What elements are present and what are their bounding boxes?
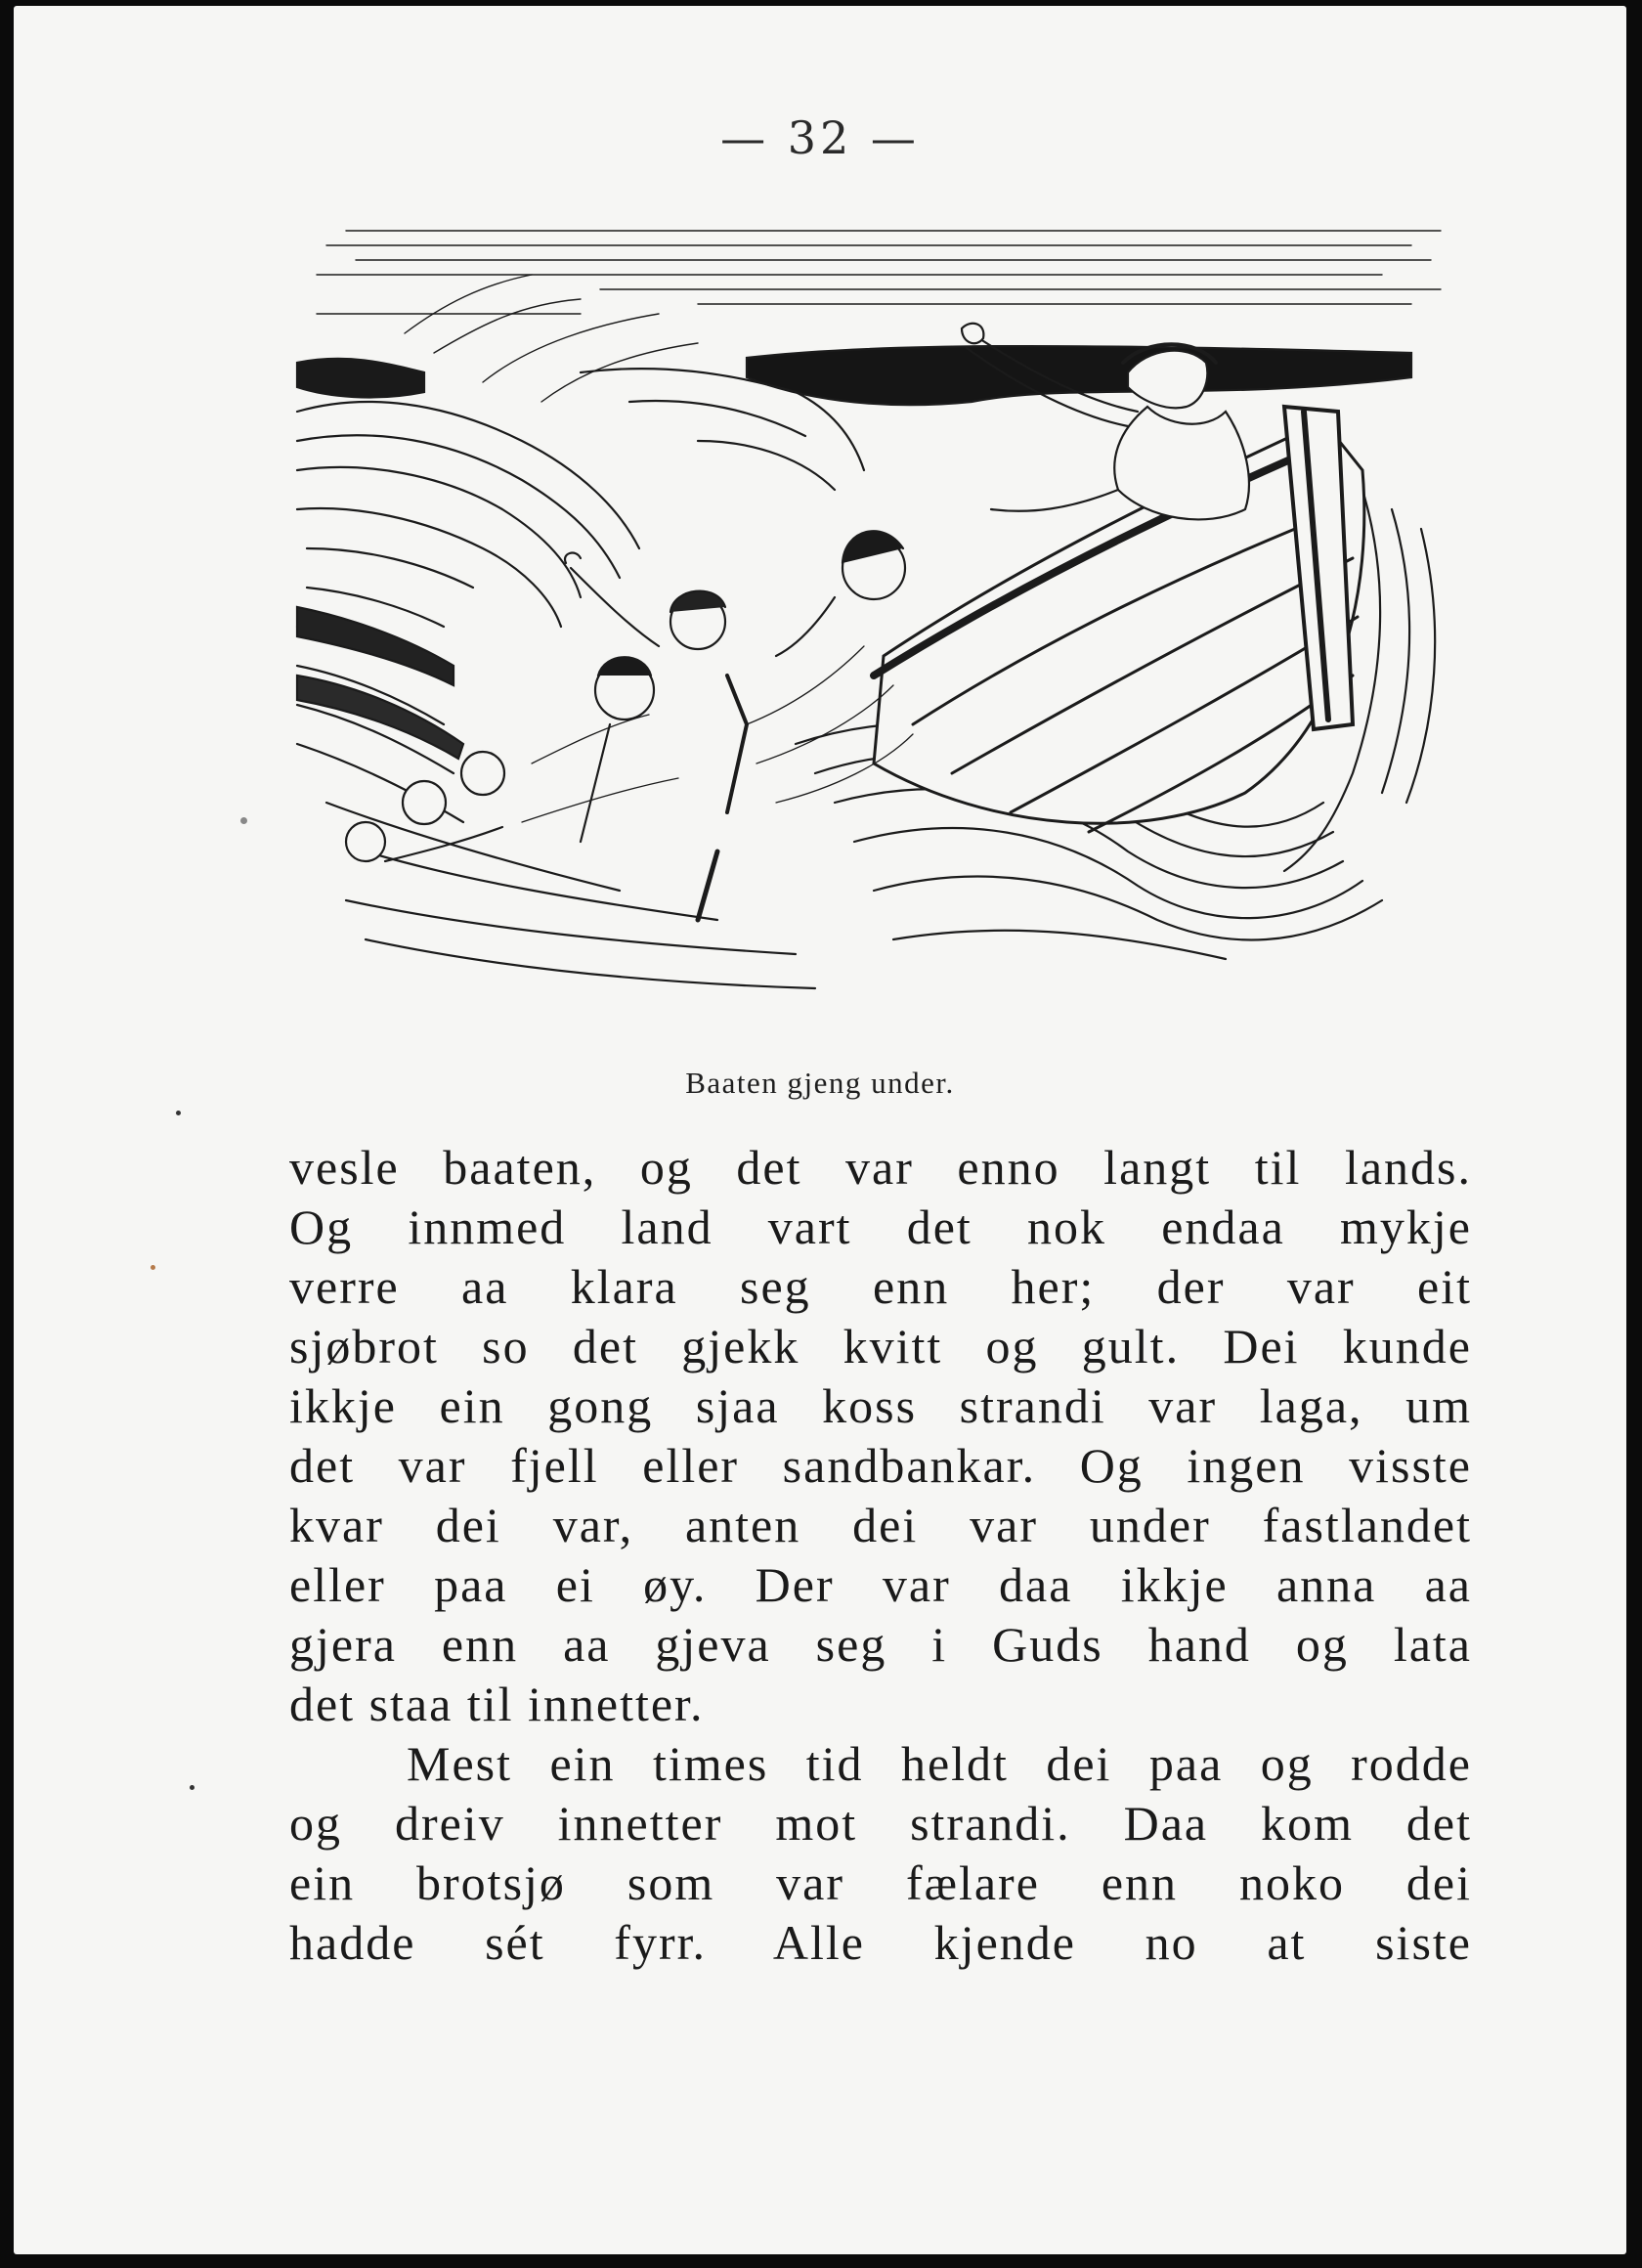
paper-speck xyxy=(240,817,247,824)
text-line: det var fjell eller sandbankar. Og ingen visste xyxy=(289,1438,1472,1493)
text-line: eller paa ei øy. Der var daa ikkje anna aa xyxy=(289,1557,1472,1612)
book-page xyxy=(14,6,1626,2254)
body-text xyxy=(289,1138,1472,1973)
illustration-caption: Baaten gjeng under. xyxy=(685,1066,955,1100)
paper-speck xyxy=(176,1111,181,1115)
text-line: vesle baaten, og det var enno langt til lands. xyxy=(289,1140,1472,1195)
text-line: og dreiv innetter mot strandi. Daa kom det xyxy=(289,1796,1472,1851)
text-line: ikkje ein gong sjaa koss strandi var laga, um xyxy=(289,1378,1472,1433)
dark-horizon xyxy=(747,346,1411,405)
text-line: gjera enn aa gjeva seg i Guds hand og lata xyxy=(289,1617,1472,1672)
text-line: Mest ein times tid heldt dei paa og rodde xyxy=(407,1736,1472,1791)
shipwreck-illustration xyxy=(287,216,1460,1018)
text-line: ein brotsjø som var fælare enn noko dei xyxy=(289,1855,1472,1910)
wave-lines xyxy=(297,369,864,988)
paper-speck xyxy=(190,1785,194,1790)
sky-hatching xyxy=(317,231,1441,314)
text-line: verre aa klara seg enn her; der var eit xyxy=(289,1259,1472,1314)
text-line: sjøbrot so det gjekk kvitt og gult. Dei kunde xyxy=(289,1319,1472,1374)
page-number: — 32 — xyxy=(720,111,920,164)
paper-speck xyxy=(151,1265,155,1270)
text-line: kvar dei var, anten dei var under fastlandet xyxy=(289,1498,1472,1552)
text-line: Og innmed land vart det nok endaa mykje xyxy=(289,1199,1472,1254)
text-line: hadde sét fyrr. Alle kjende no at siste xyxy=(289,1915,1472,1970)
text-line: det staa til innetter. xyxy=(289,1677,705,1731)
